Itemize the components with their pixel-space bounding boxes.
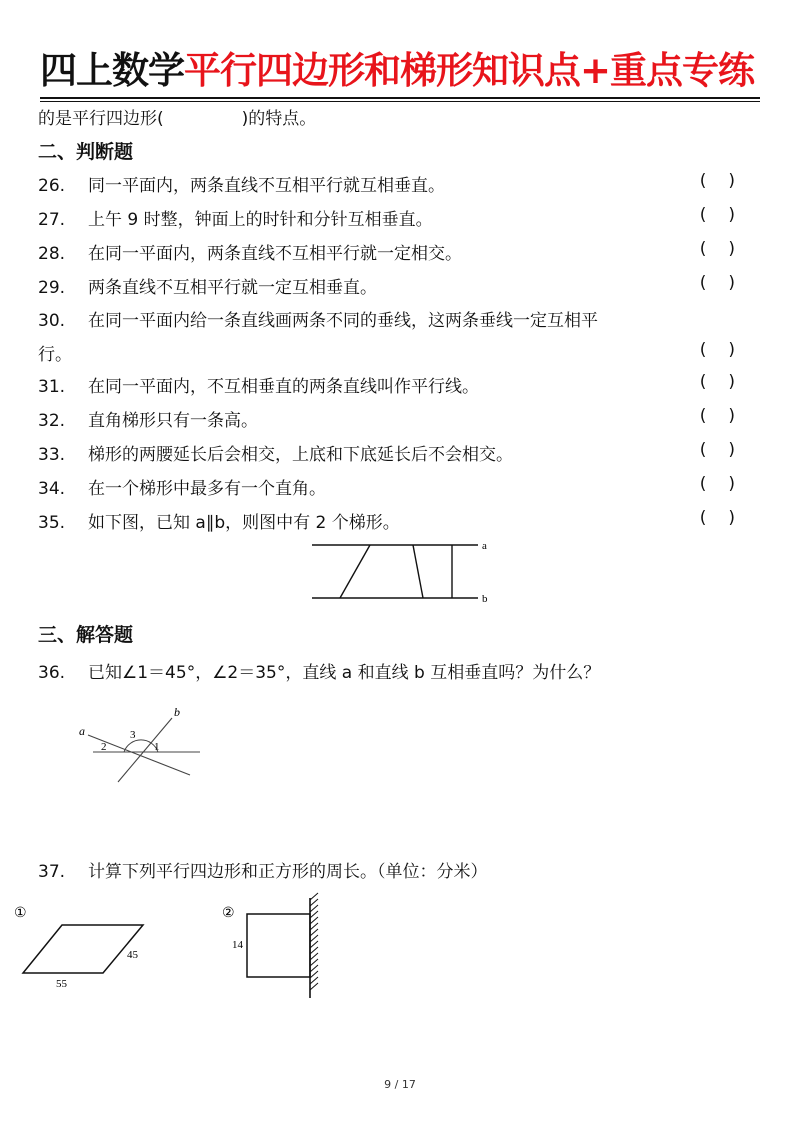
answer-parentheses: (): [699, 273, 757, 293]
question-text: 如下图，已知 a∥b，则图中有 2 个梯形。: [88, 513, 400, 533]
parallelogram: [23, 925, 143, 973]
question-text: 两条直线不互相平行就一定互相垂直。: [88, 278, 377, 298]
question-number: 32.: [38, 411, 66, 431]
hatch-mark: [310, 917, 318, 924]
answer-parentheses: (): [699, 340, 757, 360]
hatch-mark: [310, 911, 318, 918]
question-number: 36.: [38, 663, 66, 683]
label-b: b: [482, 593, 488, 605]
hatch-mark: [310, 929, 318, 936]
hatch-mark: [310, 905, 318, 912]
wall-hatching: [310, 893, 318, 990]
question-text: 上午 9 时整，钟面上的时针和分针互相垂直。: [88, 210, 433, 230]
answer-parentheses: (): [699, 171, 757, 191]
section-solve-title: 三、解答题: [38, 624, 134, 646]
hatch-mark: [310, 959, 318, 966]
intro-before: 的是平行四边形(: [38, 109, 164, 129]
question-text: 在同一平面内，两条直线不互相平行就一定相交。: [88, 244, 462, 264]
answer-parentheses: (): [699, 474, 757, 494]
title-prefix: 四上数学: [40, 49, 184, 92]
answer-parentheses: (): [699, 508, 757, 528]
answer-parentheses: (): [699, 205, 757, 225]
hatch-mark: [310, 971, 318, 978]
square-side-length: 14: [232, 939, 243, 951]
question-number: 37.: [38, 862, 66, 882]
parallelogram-side-length: 45: [127, 949, 138, 961]
parallelogram-bottom-length: 55: [56, 978, 67, 990]
hatch-mark: [310, 953, 318, 960]
question-number: 27.: [38, 210, 66, 230]
hatch-mark: [310, 941, 318, 948]
hatch-mark: [310, 935, 318, 942]
hatch-mark: [310, 899, 318, 906]
answer-parentheses: (): [699, 372, 757, 392]
hatch-mark: [310, 947, 318, 954]
square: [247, 914, 310, 977]
hatch-mark: [310, 983, 318, 990]
question-text: 在同一平面内，不互相垂直的两条直线叫作平行线。: [88, 377, 479, 397]
hatch-mark: [310, 977, 318, 984]
question-text: 在同一平面内给一条直线画两条不同的垂线，这两条垂线一定互相平: [88, 311, 598, 331]
question-number: 26.: [38, 176, 66, 196]
answer-parentheses: (): [699, 239, 757, 259]
question-number: 30.: [38, 311, 66, 331]
hatch-mark: [310, 893, 318, 900]
question-text: 已知∠1＝45°，∠2＝35°，直线 a 和直线 b 互相垂直吗？为什么？: [88, 663, 601, 683]
label-a: a: [482, 540, 487, 552]
marker-1: ①: [14, 906, 27, 921]
answer-parentheses: (): [699, 440, 757, 460]
question-number: 31.: [38, 377, 66, 397]
label-a: a: [79, 724, 85, 738]
question-text: 直角梯形只有一条高。: [88, 411, 258, 431]
question-number: 33.: [38, 445, 66, 465]
question-text: 梯形的两腰延长后会相交，上底和下底延长后不会相交。: [88, 445, 513, 465]
question-number: 34.: [38, 479, 66, 499]
question-number: 29.: [38, 278, 66, 298]
section-judge-title: 二、判断题: [38, 141, 134, 163]
answer-parentheses: (): [699, 406, 757, 426]
question-text: 同一平面内，两条直线不互相平行就互相垂直。: [88, 176, 445, 196]
question-text: 行。: [38, 345, 72, 365]
question-text: 在一个梯形中最多有一个直角。: [88, 479, 326, 499]
intro-after: )的特点。: [241, 109, 317, 129]
hatch-mark: [310, 923, 318, 930]
question-text: 计算下列平行四边形和正方形的周长。（单位：分米）: [88, 862, 488, 882]
label-angle-2: 2: [101, 741, 107, 753]
label-angle-1: 1: [154, 741, 160, 753]
label-angle-3: 3: [130, 729, 136, 741]
question-number: 35.: [38, 513, 66, 533]
label-b: b: [174, 705, 180, 719]
title-topic: 平行四边形和梯形知识点+重点专练: [184, 49, 755, 92]
page-number: 9 / 17: [384, 1078, 416, 1091]
question-number: 28.: [38, 244, 66, 264]
hatch-mark: [310, 965, 318, 972]
marker-2: ②: [222, 906, 235, 921]
